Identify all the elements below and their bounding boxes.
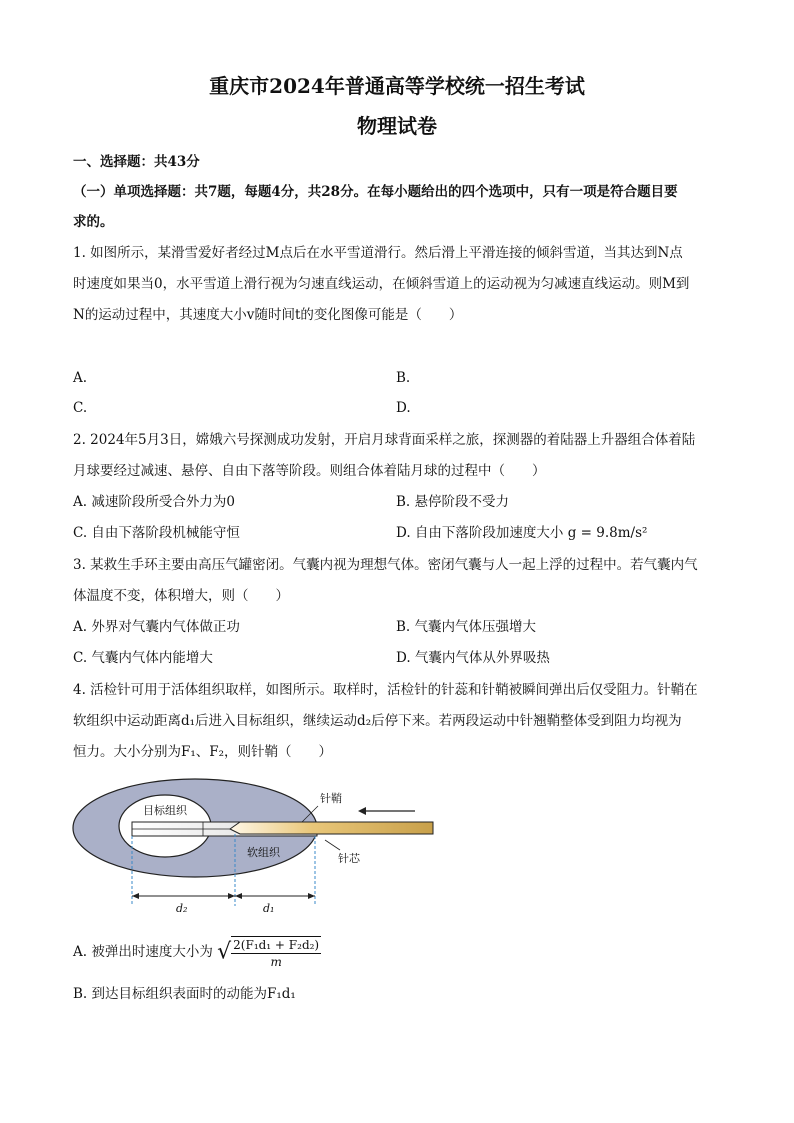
page-title: 重庆市2024年普通高等学校统一招生考试 (209, 74, 585, 98)
section-subheading-line1: （一）单项选择题：共7题，每题4分，共28分。在每小题给出的四个选项中，只有一项是符合题目要 (73, 184, 678, 200)
q3-option-d: D. 气囊内气体从外界吸热 (396, 650, 550, 666)
q2-option-a: A. 减速阶段所受合外力为0 (73, 494, 235, 510)
q4-line1: 4. 活检针可用于活体组织取样，如图所示。取样时，活检针的针蕊和针鞘被瞬间弹出后仅受阻力。针鞘在 (73, 682, 698, 698)
q1-option-a: A. (73, 370, 88, 386)
label-target-tissue: 目标组织 (143, 805, 187, 817)
q1-option-d: D. (396, 400, 411, 416)
q4-option-a-prefix: A. 被弹出时速度大小为 (73, 944, 213, 960)
q3-option-c: C. 气囊内气体内能增大 (73, 650, 213, 666)
q2-option-b: B. 悬停阶段不受力 (396, 494, 510, 510)
section-subheading-line2: 求的。 (73, 214, 114, 230)
label-d2: d₂ (176, 902, 188, 915)
label-core: 针芯 (338, 853, 360, 865)
q4-option-a-formula (231, 936, 321, 970)
q4-line3: 恒力。大小分别为F₁、F₂，则针鞘（ ） (73, 744, 333, 760)
q2-line1: 2. 2024年5月3日，嫦娥六号探测成功发射，开启月球背面采样之旅，探测器的着陆器上升器组合体着陆 (73, 432, 696, 448)
q2-option-d: D. 自由下落阶段加速度大小 g = 9.8m/s² (396, 525, 648, 541)
q1-option-b: B. (396, 370, 411, 386)
sqrt-icon: √ (217, 939, 232, 965)
q4-option-a (73, 932, 721, 972)
formula-numerator: 2(F₁d₁ + F₂d₂) (233, 937, 320, 952)
arrow-head-icon (358, 807, 366, 815)
q1-line3: N的运动过程中，其速度大小v随时间t的变化图像可能是（ ） (73, 307, 463, 323)
label-soft-tissue: 软组织 (247, 847, 280, 859)
q1-line2: 时速度如果当0，水平雪道上滑行视为匀速直线运动，在倾斜雪道上的运动视为匀减速直线运动。则M到 (73, 276, 690, 292)
q1-line1: 1. 如图所示，某滑雪爱好者经过M点后在水平雪道滑行。然后滑上平滑连接的倾斜雪道，当其达到N点 (73, 245, 683, 261)
section-heading: 一、选择题：共43分 (73, 154, 200, 170)
page-subtitle: 物理试卷 (357, 114, 437, 138)
q1-option-c: C. (73, 400, 88, 416)
label-d1: d₁ (263, 902, 275, 915)
needle-core (230, 822, 433, 834)
q3-line2: 体温度不变，体积增大，则（ ） (73, 588, 289, 604)
q2-line2: 月球要经过减速、悬停、自由下落等阶段。则组合体着陆月球的过程中（ ） (73, 463, 546, 479)
q3-option-b: B. 气囊内气体压强增大 (396, 619, 537, 635)
label-sheath: 针鞘 (320, 793, 342, 805)
q4-line2: 软组织中运动距离d₁后进入目标组织，继续运动d₂后停下来。若两段运动中针翘鞘整体受到阻力均视为 (73, 713, 682, 729)
q3-line1: 3. 某救生手环主要由高压气罐密闭。气囊内视为理想气体。密闭气囊与人一起上浮的过程中。若气囊内气 (73, 557, 698, 573)
q2-option-c: C. 自由下落阶段机械能守恒 (73, 525, 240, 541)
biopsy-needle-figure (70, 778, 450, 918)
formula-denominator: m (270, 954, 282, 969)
q3-option-a: A. 外界对气囊内气体做正功 (73, 619, 240, 635)
q4-option-b: B. 到达目标组织表面时的动能为F₁d₁ (73, 986, 296, 1002)
